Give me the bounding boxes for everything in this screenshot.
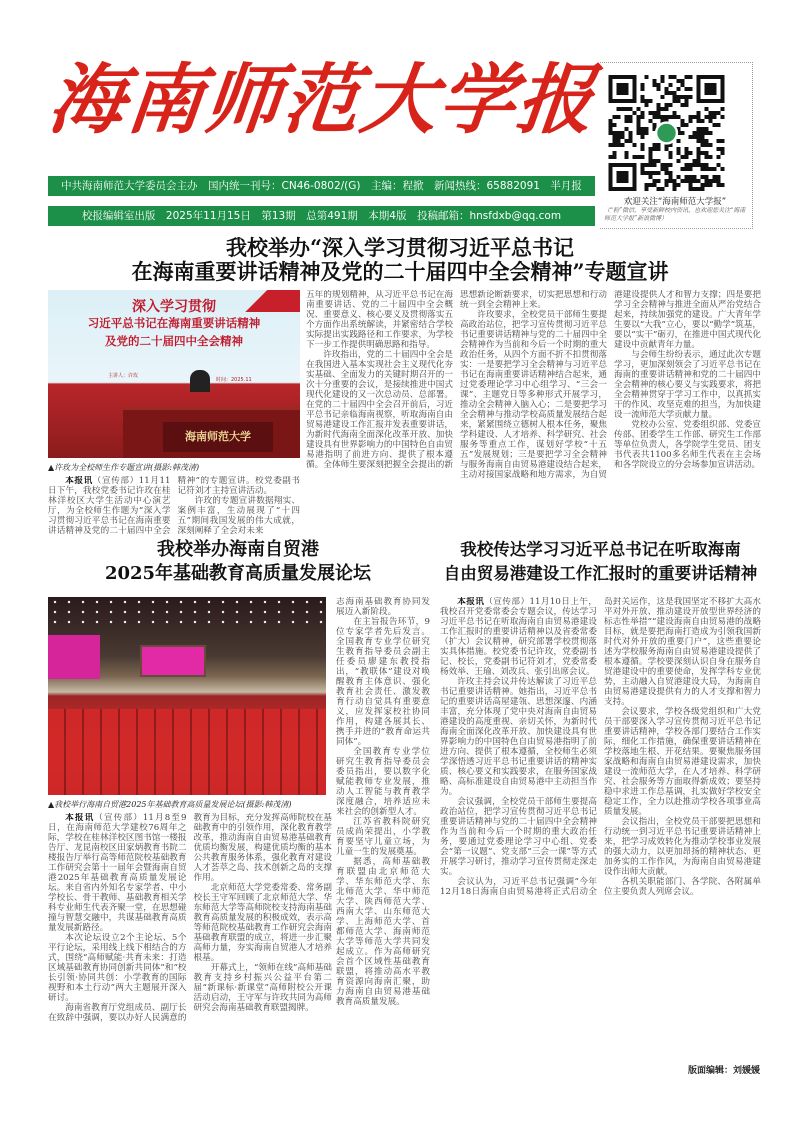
article1-paragraph: 许玫指出，党的二十届四中全会是在我国进入基本实现社会主义现代化夯实基础、全面发力的关键时期召开的一次十分重要的会议，是接续推进中国式现代化建设的又一次总动员、总部署。在党的二十届四中全会召开前后，习近平总书记亲临海南视察，听取海南自由贸易港建设工作汇报并发表重要讲话，为新时代海南全面深化改革开放、加快建设具有世界影响力的中国特色自由贸易港指明了前进方向、提供了根本遵循。全体师生要深刻把握全会提出的新思想新论断新要求，切实把思想和行动统一到全会精神上来。 — [306, 290, 607, 470]
article2-paragraph: 开幕式上，“领师在线”高师基础教育支持乡村振兴公益平台第二届“新课标·新课堂”高师附校公开课活动启动，王守军与许玫共同为高师研究会海南基础教育联盟揭牌。 — [193, 963, 332, 1013]
slide-title-line3: 及党的二十届四中全会精神 — [105, 334, 243, 348]
article2-paragraph: 据悉，高师基础教育联盟由北京师范大学、华东师范大学、东北师范大学、华中师范大学、陕西师范大学、西南大学、山东师范大学、上海师范大学、首都师范大学、海南师范大学等师范大学共同发起成立。作为高师研究会首个区域性基础教育联盟，将推动高水平教育资源向海南汇聚，助力海南自由贸易港基础教育高质量发展。 — [336, 857, 430, 1007]
article3-paragraph: 会议强调，全校党员干部师生要提高政治站位，把学习宣传贯彻习近平总书记重要讲话精神与党的二十届四中全会精神作为当前和今后一个时期的重大政治任务，要通过党委理论学习中心组、党委会“第一议题”、党支部“三会一课”等方式开展学习研讨，推动学习宣传贯彻走深走实。 — [440, 797, 597, 877]
slide-speaker: 主讲人：许玫 — [108, 373, 139, 379]
article2-paragraph: 江苏省教科院研究员成尚荣提出，小学教育要坚守儿童立场，为儿童一生的发展奠基。 — [336, 817, 430, 857]
article3-paragraph: 许玫主持会议并传达解读了习近平总书记重要讲话精神。她指出，习近平总书记的重要讲话高屋建瓴、思想深邃、内涵丰富，充分体现了党中央对海南自由贸易港建设的高度重视、亲切关怀，为新时代海南全面深化改革开放、加快建设具有世界影响力的中国特色自由贸易港指明了前进方向、提供了根本遵循，全校师生必须学深悟透习近平总书记重要讲话的精神实质、核心要义和实践要求，在服务国家战略、高标准建设自由贸易港中主动担当作为。 — [440, 677, 597, 797]
left-screen — [48, 635, 100, 679]
publisher-info-bar: 中共海南师范大学委员会主办 国内统一刊号：CN46-0802/(G) 主编：程掀 新闻热线：65882091 半月报 — [48, 176, 595, 196]
article1-headline-line2[interactable]: 在海南重要讲话精神及党的二十届四中全会精神”专题宣讲 — [131, 259, 669, 284]
article2-photo-caption: ▲我校举行海南自贸港2025年基础教育高质量发展论坛(摄影:韩茂清) — [48, 800, 292, 809]
article2-headline-line2[interactable]: 2025年基础教育高质量发展论坛 — [104, 563, 372, 584]
slide-date: 时间：2025.11 — [216, 377, 252, 383]
article1-paragraph: 许玫要求，全校党员干部师生要提高政治站位，把学习宣传贯彻习近平总书记重要讲话精神与党的二十届四中全会精神作为当前和今后一个时期的重大政治任务，从四个方面不折不扣贯彻落实：一是要把学习全会精神与习近平总书记在海南重要讲话精神结合起来，通过党委理论学习中心组学习、“三会一课”、主题党日等多种形式开展学习，推动全会精神入脑入心；二是要把学习全会精神与推动学校高质量发展结合起来，紧紧围绕立德树人根本任务，聚焦学科建设、人才培养、科学研究、社会服务等重点工作，谋划好学校“十五五”发展规划；三是要把学习全会精神与服务海南自由贸易港建设结合起来，主动对接国家战略和地方需求，为自贸港建设提供人才和智力支撑；四是要把学习全会精神与推进全面从严治党结合起来，持续加强党的建设。广大青年学生要以“大我”立心，要以“勤学”筑基，要以“实干”砺刃，在推进中国式现代化建设中贡献青年力量。 — [460, 290, 761, 480]
article2-paragraph: 本次论坛设立2个主论坛、5个平行论坛，采用线上线下相结合的方式，围绕“高师赋能·共育未来：打造区域基础教育协同创新共同体”和“校长引领·协同共创：小学教育的国际视野和本土行动”两大主题展开深入研讨。 — [48, 933, 187, 1003]
article2-body-right — [336, 597, 430, 1049]
article3-paragraph: 会议指出，全校党员干部要把思想和行动统一到习近平总书记重要讲话精神上来，把学习成效转化为推动学校事业发展的强大动力，以更加昂扬的精神状态、更加务实的工作作风，为海南自由贸易港建设作出师大贡献。 — [604, 817, 761, 877]
article2-paragraph: （宣传部）11月8至9日，在海南师范大学建校76周年之际，学校在桂林洋校区图书馆一楼报告厅、龙昆南校区田家炳教育书院二楼报告厅举行高等师范院校基础教育工作研究会第十一届年会暨海南自贸港2025年基础教育高质量发展论坛。来自省内外知名专家学者、中小学校长、骨干教师、基础教育相关学科专业师生代表齐聚一堂，在思想碰撞与智慧交融中，共谋基础教育高质量发展新路径。 — [48, 813, 187, 933]
article2-headline-line1[interactable]: 我校举办海南自贸港 — [157, 539, 319, 560]
article1-headline-line1[interactable]: 我校举办“深入学习贯彻习近平总书记 — [225, 235, 575, 260]
article1-paragraph: 许玫的专题宣讲数据翔实、案例丰富，生动展现了“十四五”期间我国发展的伟大成就，深刻阐释了全会对未来 — [177, 496, 300, 536]
article2-photo — [48, 597, 326, 795]
article3-headline-line1[interactable]: 我校传达学习习近平总书记在听取海南 — [460, 540, 741, 559]
article3-body — [440, 597, 761, 1049]
ceiling-lights — [48, 597, 326, 629]
slide-title-line2: 习近平总书记在海南重要讲话精神 — [87, 316, 261, 330]
article3-paragraph: 各机关职能部门、各学院、各附属单位主要负责人列席会议。 — [604, 877, 761, 897]
article3-paragraph: （宣传部）11月10日上午，我校召开党委常委会专题会议，传达学习习近平总书记在听取海南自由贸易港建设工作汇报时的重要讲话精神以及省委常委（扩大）会议精神，研究部署学校贯彻落实具体措施。校党委书记许玫，党委副书记、校长，党委副书记符刘才，党委常委杨效举、王瑜、刘改兵、张引出席会议。 — [440, 597, 597, 677]
article2-body-left — [48, 813, 332, 1049]
article1-photo — [48, 290, 300, 458]
article2-lead: 本报讯 — [65, 813, 95, 823]
podium-sign: 海南师范大学 — [163, 422, 273, 452]
article3-paragraph: 会议认为，习近平总书记强调“今年12月18日海南自由贸易港将正式启动全岛封关运作，这是我国坚定不移扩大高水平对外开放、推动建设开放型世界经济的标志性举措”“建设海南自由贸易港的战略目标，就是要把海南打造成为引领我国新时代对外开放的重要门户”，这些重要论述为学校服务海南自由贸易港建设提供了根本遵循。学校要深刻认识自身在服务自贸港建设中的重要使命，发挥学科专业优势，主动融入自贸港建设大局，为海南自由贸易港建设提供有力的人才支撑和智力支持。 — [440, 597, 761, 897]
article2-paragraph: 在主旨报告环节，9位专家学者先后发言。全国教育专业学位研究生教育指导委员会副主任委员廖建东教授指出，“教联体”建设对唤醒教育主体意识、强化教育社会责任、激发教育行动自觉具有重要意义，应发挥家校社协同作用，构建各展其长、携手并进的“教育命运共同体”。 — [336, 617, 430, 747]
qr-code-icon[interactable] — [607, 75, 726, 191]
qr-title: 欢迎关注“海南师范大学报” — [623, 197, 727, 207]
article1-lead: 本报讯 — [65, 476, 93, 486]
article1-paragraph: 五年的规划精神，从习近平总书记在海南重要讲话、党的二十届四中全会概况、重要意义、核心要义及贯彻落实五个方面作出系统解读，并紧密结合学校实际提出实践路径和工作要求，为学校下一步工作提供明确思路和指导。 — [306, 290, 453, 350]
podium — [123, 407, 300, 458]
speaker-figure — [190, 370, 210, 392]
article3-headline-line2[interactable]: 自由贸易港建设工作汇报时的重要讲话精神 — [443, 564, 758, 583]
issue-info-bar: 校报编辑室出版 2025年11月15日 第13期 总第491期 本期4版 投稿邮箱：hnsfdxb@qq.com — [48, 206, 595, 226]
article2-paragraph: 北京师范大学党委常委、常务副校长王守军回顾了北京师范大学、华东师范大学等高师院校支持海南基础教育高质量发展的积极成效，表示高等师范院校基础教育工作研究会海南基础教育联盟的成立，将进一步汇聚高师力量，夯实海南自贸港人才培养根基。 — [193, 883, 332, 963]
slide-title-line1: 深入学习贯彻 — [132, 299, 216, 315]
article2-paragraph: 海南省教育厅党组成员、副厅长在致辞中强调，要以办好人民满意的教育为目标，充分发挥高师院校在基础教育中的引领作用，深化教育教学改革，推动海南自由贸易港基础教育优质均衡发展，构建优质均衡的基本公共教育服务体系，强化教育对建设人才荟萃之岛、技术创新之岛的支撑作用。 — [48, 813, 332, 1023]
audience-seats — [48, 709, 326, 795]
qr-note: （“粉”微信，享受新鲜校内资讯，也欢迎您关注“海南师范大学报”新浪微博） — [604, 207, 746, 222]
center-screen — [140, 645, 206, 677]
article1-paragraph: 与会师生纷纷表示，通过此次专题学习，更加深刻领会了习近平总书记在海南的重要讲话精神和党的二十届四中全会精神的核心要义与实践要求，将把全会精神贯穿于学习工作中，以真抓实干的作风、攻坚克难的担当，为加快建设一流师范大学贡献力量。 — [614, 350, 761, 420]
article1-body-right — [306, 290, 761, 548]
article3-lead: 本报讯 — [457, 597, 485, 607]
article2-paragraph: 志海南基础教育协同发展迈入新阶段。 — [336, 597, 430, 617]
article1-paragraph: （宣传部）11月11日下午，我校党委书记许玫在桂林洋校区大学生活动中心演艺厅，为全校师生作题为“深入学习贯彻习近平总书记在海南重要讲话精神及党的二十届四中全会精神”的专题宣讲。校党委副书记符刘才主持宣讲活动。 — [48, 476, 300, 536]
article1-paragraph: 党校办公室、党委组织部、党委宣传部、团委学生工作部、研究生工作部等单位负责人，各学院学生党员、团支书代表共1100多名师生代表在主会场和各学院设立的分会场参加宣讲活动。 — [614, 420, 761, 470]
newspaper-logo: 海南师范大学报 — [44, 55, 600, 144]
article2-paragraph: 全国教育专业学位研究生教育指导委员会委员指出，要以数字化赋能教师专业发展，推动人工智能与教育教学深度融合，培养适应未来社会的创新型人才。 — [336, 747, 430, 817]
article3-paragraph: 会议要求，学校各级党组织和广大党员干部要深入学习宣传贯彻习近平总书记重要讲话精神，学校各部门要结合工作实际，细化工作措施，确保重要讲话精神在学校落地生根、开花结果。要聚焦服务国家战略和海南自由贸易港建设需求，加快建设一流师范大学，在人才培养、科学研究、社会服务等方面取得新成效；要坚持稳中求进工作总基调，扎实做好学校安全稳定工作，全力以赴推动学校各项事业高质量发展。 — [604, 707, 761, 817]
article1-photo-caption: ▲许玫为全校师生作专题宣讲(摄影:韩茂清) — [48, 463, 200, 472]
page-editor: 版面编辑：刘媛媛 — [687, 1066, 760, 1076]
